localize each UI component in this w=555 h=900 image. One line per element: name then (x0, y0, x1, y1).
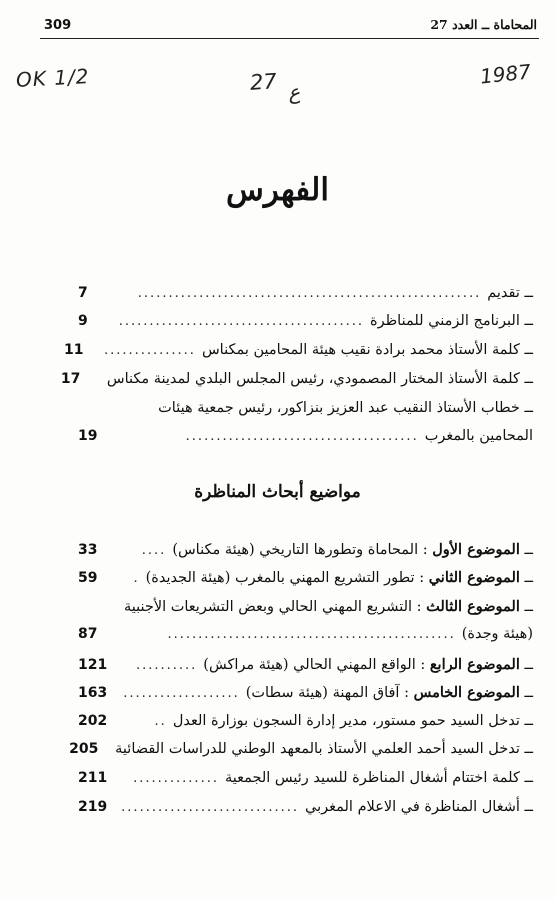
toc-entry-dash: ــ (519, 371, 533, 387)
handwritten-letter: ع (286, 79, 302, 105)
toc-entry (78, 541, 533, 561)
toc-entry-topic-label: الموضوع الثاني (428, 569, 520, 586)
toc-entry (78, 770, 533, 790)
dot-leader: ................... (123, 686, 240, 701)
page-number: 309 (44, 18, 72, 33)
toc-entry-dash: ــ (519, 713, 533, 729)
toc-entry-title (203, 656, 533, 673)
toc-entry-title (305, 799, 533, 815)
toc-entry-row (63, 342, 533, 362)
toc-page-number: 87 (78, 626, 98, 642)
toc-entry-topic-label: الموضوع الرابع (429, 656, 520, 673)
dot-leader: ............... (103, 343, 196, 358)
toc-entry (78, 313, 533, 333)
toc-entry-dash: ــ (519, 542, 533, 558)
handwritten-year: 1987 (478, 59, 533, 89)
toc-entry-text: تدخل السيد أحمد العلمي الأستاذ بالمعهد الوطني للدراسات القضائية (115, 741, 520, 757)
toc-entry-dash: ــ (519, 685, 533, 701)
toc-entry (78, 713, 533, 733)
toc-entry (60, 371, 533, 391)
dot-leader: ............................................... (167, 627, 456, 642)
toc-entry (78, 799, 533, 819)
toc-entry-first-line (78, 598, 533, 618)
toc-entry-text: : تطور التشريع المهني بالمغرب (هيئة الجديدة) (145, 570, 429, 586)
toc-entry-title (107, 371, 533, 387)
toc-entry-text: البرنامج الزمني للمناظرة (370, 313, 520, 329)
toc-entry-text: : المحاماة وتطورها التاريخي (هيئة مكناس) (172, 542, 433, 558)
toc-entry-text: تدخل السيد حمو مستور، مدير إدارة السجون بوزارة العدل (172, 713, 520, 729)
toc-entry-topic-label: الموضوع الثالث (426, 598, 520, 615)
toc-entry-dash: ــ (519, 570, 533, 586)
section-heading: مواضيع أبحاث المناظرة (194, 482, 361, 502)
toc-entry-dash: ــ (519, 599, 533, 615)
toc-entry (63, 342, 533, 362)
dot-leader: ........................................ (118, 314, 365, 329)
toc-entry (69, 741, 533, 761)
toc-entry-title (487, 285, 533, 301)
toc-entry-title (246, 684, 533, 701)
toc-entry-row (78, 285, 533, 305)
toc-entry-row (78, 713, 533, 733)
toc-entry-row (78, 626, 533, 646)
toc-entry-first-line (78, 400, 533, 420)
toc-entry-title (172, 541, 533, 558)
toc-entry-row (78, 541, 533, 561)
toc-entry-topic-label: الموضوع الأول (432, 541, 520, 558)
dot-leader: . (133, 571, 140, 586)
toc-entry-text: خطاب الأستاذ النقيب عبد العزيز بنزاكور، رئيس جمعية هيئات (158, 400, 520, 416)
toc-entry-text: أشغال المناظرة في الاعلام المغربي (305, 799, 520, 815)
toc-entry-title (146, 569, 533, 586)
toc-page-number: 121 (78, 657, 108, 673)
toc-page-number: 205 (69, 741, 99, 757)
toc-page-number: 9 (78, 313, 88, 329)
dot-leader: .......... (135, 658, 198, 673)
toc-entry-dash: ــ (519, 400, 533, 416)
toc-page-number: 219 (78, 799, 108, 815)
toc-page-number: 7 (78, 285, 88, 301)
toc-entry-dash: ــ (519, 770, 533, 786)
toc-entry-dash: ــ (519, 313, 533, 329)
toc-entry-row (78, 428, 533, 448)
toc-entry-text: كلمة الأستاذ محمد برادة نقيب هيئة المحامين بمكناس (201, 342, 520, 358)
toc-page-number: 202 (78, 713, 108, 729)
toc-page-number: 59 (78, 570, 98, 586)
toc-entry-row (60, 371, 533, 391)
toc-entry-text: تقديم (487, 285, 520, 301)
toc-entry-topic-label: الموضوع الخامس (413, 684, 520, 701)
toc-entry (78, 569, 533, 589)
toc-entry-dash: ــ (519, 657, 533, 673)
toc-entry (78, 684, 533, 704)
dot-leader: .. (154, 714, 167, 729)
toc-entry-text: : آفاق المهنة (هيئة سطات) (245, 685, 414, 701)
toc-entry-title (158, 400, 533, 416)
toc-entry-title (124, 599, 533, 615)
toc-entry-text: كلمة اختتام أشغال المناظرة للسيد رئيس الجمعية (224, 770, 520, 786)
toc-page-number: 11 (63, 342, 84, 358)
toc-entry-text: : الواقع المهني الحالي (هيئة مراكش) (203, 657, 430, 673)
toc-entry-title (370, 313, 533, 329)
dot-leader: ............................. (121, 800, 300, 815)
toc-entry-continuation: المحامين بالمغرب (424, 428, 533, 444)
handwritten-issue-number: 27 (249, 69, 278, 95)
toc-entry-dash: ــ (519, 741, 533, 757)
dot-leader: .... (141, 543, 167, 558)
dot-leader: .............. (133, 771, 219, 786)
toc-entry-dash: ــ (519, 285, 533, 301)
toc-entry-continuation: (هيئة وجدة) (461, 626, 533, 642)
toc-page-number: 17 (60, 371, 81, 387)
toc-entry-text: كلمة الأستاذ المختار المصمودي، رئيس المجلس البلدي لمدينة مكناس (106, 371, 520, 387)
running-head: المحاماة ــ العدد 27 (430, 17, 537, 32)
toc-entry (78, 656, 533, 676)
toc-page-number: 211 (78, 770, 108, 786)
toc-entry-row (78, 656, 533, 676)
toc-entry-dash: ــ (519, 342, 533, 358)
toc-entry-dash: ــ (519, 799, 533, 815)
dot-leader: ........................................................ (137, 286, 482, 301)
toc-page-number: 163 (78, 685, 108, 701)
dot-leader: ...................................... (185, 429, 419, 444)
toc-entry-title (115, 741, 533, 757)
toc-entry-row (78, 799, 533, 819)
toc-entry (78, 598, 533, 646)
handwritten-mark: OK 1/2 (15, 64, 90, 92)
toc-page-number: 33 (78, 542, 98, 558)
toc-entry-row (78, 313, 533, 333)
toc-entry-row (69, 741, 533, 761)
toc-entry-row (78, 684, 533, 704)
toc-entry-text: : التشريع المهني الحالي وبعض التشريعات الأجنبية (123, 599, 427, 615)
toc-entry-title (202, 342, 533, 358)
toc-entry-title (173, 713, 533, 729)
toc-page-number: 19 (78, 428, 98, 444)
toc-entry-title (225, 770, 533, 786)
toc-entry (78, 285, 533, 305)
page-title: الفهرس (226, 172, 329, 208)
toc-entry-row (78, 770, 533, 790)
toc-entry (78, 400, 533, 448)
toc-entry-row (78, 569, 533, 589)
